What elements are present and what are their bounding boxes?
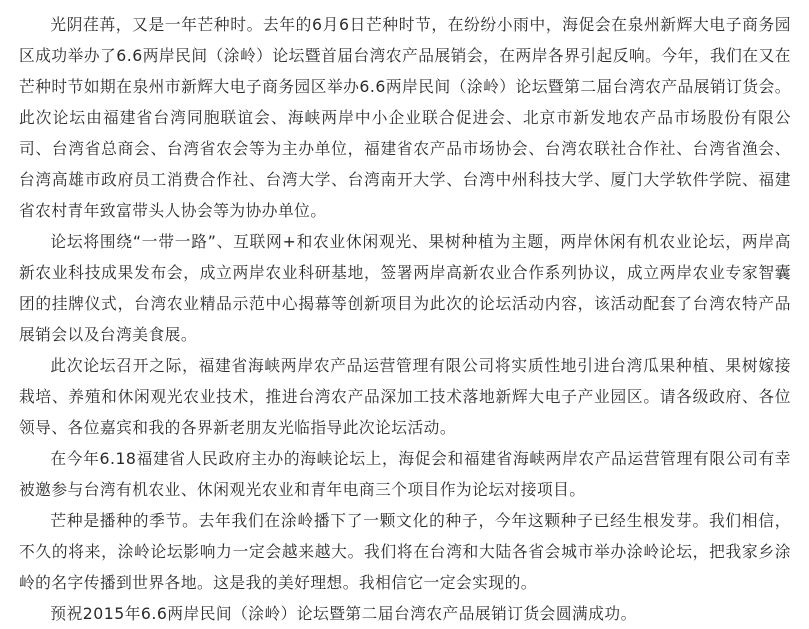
paragraph-intro: 光阴荏苒，又是一年芒种时。去年的6月6日芒种时节，在纷纷小雨中，海促会在泉州新辉大电子商务园区成功举办了6.6两岸民间（涂岭）论坛暨首届台湾农产品展销会，在两岸各界引起反响。今年，我们在又在芒种时节如期在泉州市新辉大电子商务园区举办6.6两岸民间（涂岭）论坛暨第二届台湾农产品展销订货会。此次论坛由福建省台湾同胞联谊会、海峡两岸中小企业联合促进会、北京市新发地农产品市场股份有限公司、台湾省总商会、台湾省农会等为主办单位，福建省农产品市场协会、台湾农联社合作社、台湾省渔会、台湾高雄市政府员工消费合作社、台湾大学、台湾南开大学、台湾中州科技大学、厦门大学软件学院、福建省农村青年致富带头人协会等为协办单位。 bbox=[19, 15, 791, 220]
paragraph-strait-forum: 在今年6.18福建省人民政府主办的海峡论坛上，海促会和福建省海峡两岸农产品运营管理有限公司有幸被邀参与台湾有机农业、休闲观光农业和青年电商三个项目作为论坛对接项目。 bbox=[19, 449, 791, 499]
paragraph-vision: 芒种是播种的季节。去年我们在涂岭播下了一颗文化的种子，今年这颗种子已经生根发芽。我们相信，不久的将来，涂岭论坛影响力一定会越来越大。我们将在台湾和大陆各省会城市举办涂岭论坛，把我家乡涂岭的名字传播到世界各地。这是我的美好理想。我相信它一定会实现的。 bbox=[19, 511, 791, 592]
article-body bbox=[19, 9, 791, 629]
paragraph-themes: 论坛将围绕“一带一路”、互联网+和农业休闲观光、果树种植为主题，两岸休闲有机农业论坛，两岸高新农业科技成果发布会，成立两岸农业科研基地，签署两岸高新农业合作系列协议，成立两岸农业专家智囊团的挂牌仪式，台湾农业精品示范中心揭幕等创新项目为此次的论坛活动内容，该活动配套了台湾农特产品展销会以及台湾美食展。 bbox=[19, 232, 791, 344]
paragraph-technology: 此次论坛召开之际，福建省海峡两岸农产品运营管理有限公司将实质性地引进台湾瓜果种植、果树嫁接栽培、养殖和休闲观光农业技术，推进台湾农产品深加工技术落地新辉大电子产业园区。请各级政府、各位领导、各位嘉宾和我的各界新老朋友光临指导此次论坛活动。 bbox=[19, 356, 791, 437]
paragraph-closing-wish: 预祝2015年6.6两岸民间（涂岭）论坛暨第二届台湾农产品展销订货会圆满成功。 bbox=[50, 604, 637, 623]
